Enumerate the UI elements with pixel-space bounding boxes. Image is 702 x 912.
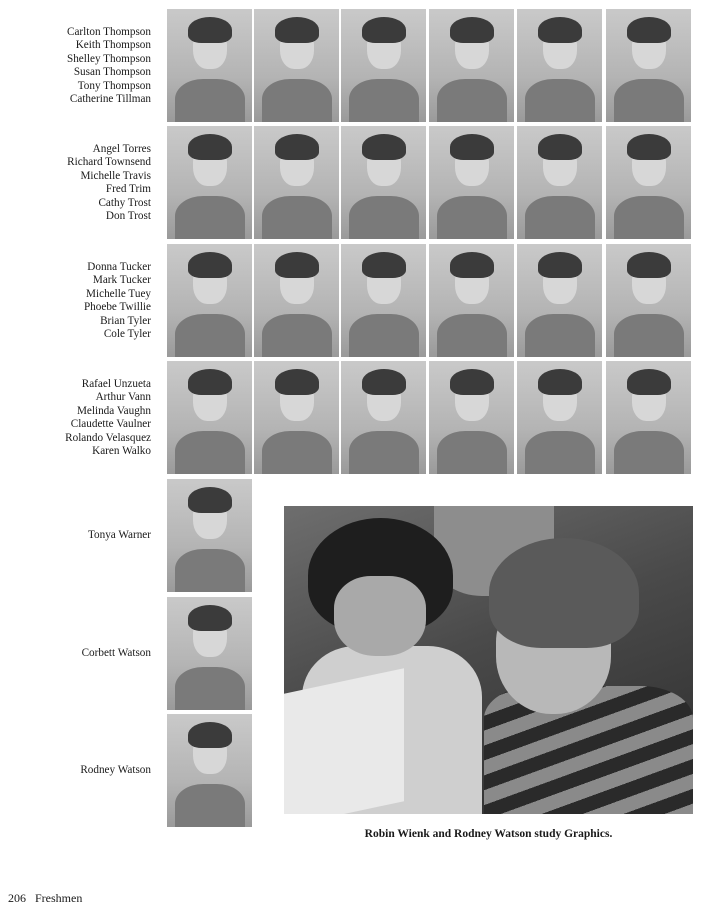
portrait-hair [362,252,406,278]
student-name: Mark Tucker [92,274,151,287]
student-portrait [341,361,426,474]
portrait-hair [538,252,582,278]
portrait-body [349,196,419,239]
candid-photo [284,506,693,814]
student-portrait [517,361,602,474]
portrait-hair [188,722,232,748]
student-portrait [517,9,602,122]
portrait-hair [450,369,494,395]
student-portrait [254,126,339,239]
portrait-body [437,79,507,122]
portrait-hair [538,369,582,395]
photo-girl-face [334,576,426,656]
student-portrait [429,126,514,239]
student-name: Angel Torres [92,143,151,155]
portrait-hair [362,134,406,160]
student-name: Cathy Trost [98,196,151,209]
portrait-body [175,196,245,239]
portrait-body [614,79,684,122]
photo-boy-striped-shirt [484,686,693,814]
portrait-body [175,314,245,357]
portrait-hair [362,17,406,43]
portrait-hair [627,134,671,160]
student-portrait [167,361,252,474]
portrait-body [349,79,419,122]
portrait-body [175,549,245,592]
student-name: Rafael Unzueta [81,378,151,390]
portrait-body [437,196,507,239]
page-footer [8,891,88,906]
portrait-body [614,196,684,239]
student-name: Melinda Vaughn [76,404,151,417]
student-name: Susan Thompson [73,66,151,79]
student-name: Karen Walko [92,445,151,458]
portrait-body [262,314,332,357]
portrait-body [349,314,419,357]
student-name: Michelle Travis [80,169,151,182]
portrait-body [525,196,595,239]
portrait-body [175,79,245,122]
portrait-hair [188,605,232,631]
student-portrait [341,244,426,357]
student-name: Claudette Vaulner [70,418,151,431]
student-portrait [517,126,602,239]
portrait-hair [188,252,232,278]
student-portrait [254,361,339,474]
portrait-hair [362,369,406,395]
page-number: 206 [8,891,26,905]
student-name: Fred Trim [105,183,151,196]
student-name: Tony Thompson [77,79,151,92]
photo-boy-hair [489,538,639,648]
student-portrait [167,9,252,122]
portrait-body [614,431,684,474]
student-name: Carlton Thompson [66,26,151,38]
portrait-hair [450,17,494,43]
student-portrait [517,244,602,357]
student-name: Cole Tyler [103,328,151,341]
student-name: Catherine Tillman [69,93,151,106]
names-group-1 [0,26,151,106]
portrait-body [262,79,332,122]
student-portrait [606,244,691,357]
portrait-body [437,431,507,474]
student-name: Phoebe Twillie [83,301,151,314]
portrait-body [175,784,245,827]
student-name: Richard Townsend [67,156,151,169]
names-group-4 [0,378,151,458]
portrait-body [262,196,332,239]
student-name: Donna Tucker [87,261,151,273]
student-portrait [254,244,339,357]
portrait-body [614,314,684,357]
student-portrait [167,597,252,710]
portrait-hair [275,17,319,43]
portrait-hair [627,252,671,278]
student-portrait [429,9,514,122]
portrait-body [349,431,419,474]
student-portrait [341,126,426,239]
portrait-body [262,431,332,474]
student-name: Tonya Warner [87,529,151,541]
portrait-hair [275,252,319,278]
student-name: Keith Thompson [75,39,151,52]
student-name: Corbett Watson [81,647,151,659]
student-portrait [167,244,252,357]
portrait-hair [275,369,319,395]
section-name: Freshmen [35,891,83,905]
portrait-body [525,431,595,474]
portrait-body [437,314,507,357]
portrait-hair [538,134,582,160]
photo-paper [284,668,404,814]
student-portrait [254,9,339,122]
portrait-hair [450,252,494,278]
portrait-hair [627,17,671,43]
student-name: Shelley Thompson [66,52,151,65]
student-portrait [606,9,691,122]
portrait-hair [627,369,671,395]
portrait-hair [188,487,232,513]
portrait-hair [188,17,232,43]
portrait-hair [538,17,582,43]
student-name: Rodney Watson [80,764,151,776]
student-portrait [429,244,514,357]
student-name: Brian Tyler [100,314,151,327]
student-name: Don Trost [105,210,151,223]
portrait-body [525,79,595,122]
portrait-hair [188,134,232,160]
student-portrait [167,126,252,239]
portrait-hair [450,134,494,160]
photo-caption: Robin Wienk and Rodney Watson study Graphics. [364,828,613,840]
student-portrait [341,9,426,122]
portrait-body [175,667,245,710]
student-portrait [167,479,252,592]
portrait-body [525,314,595,357]
names-group-3 [0,261,151,341]
portrait-hair [188,369,232,395]
student-name: Arthur Vann [95,391,151,404]
portrait-body [175,431,245,474]
student-portrait [167,714,252,827]
student-name: Rolando Velasquez [65,431,151,444]
student-name: Michelle Tuey [86,287,151,300]
student-portrait [606,361,691,474]
student-portrait [429,361,514,474]
names-group-2 [0,143,151,223]
portrait-hair [275,134,319,160]
student-portrait [606,126,691,239]
